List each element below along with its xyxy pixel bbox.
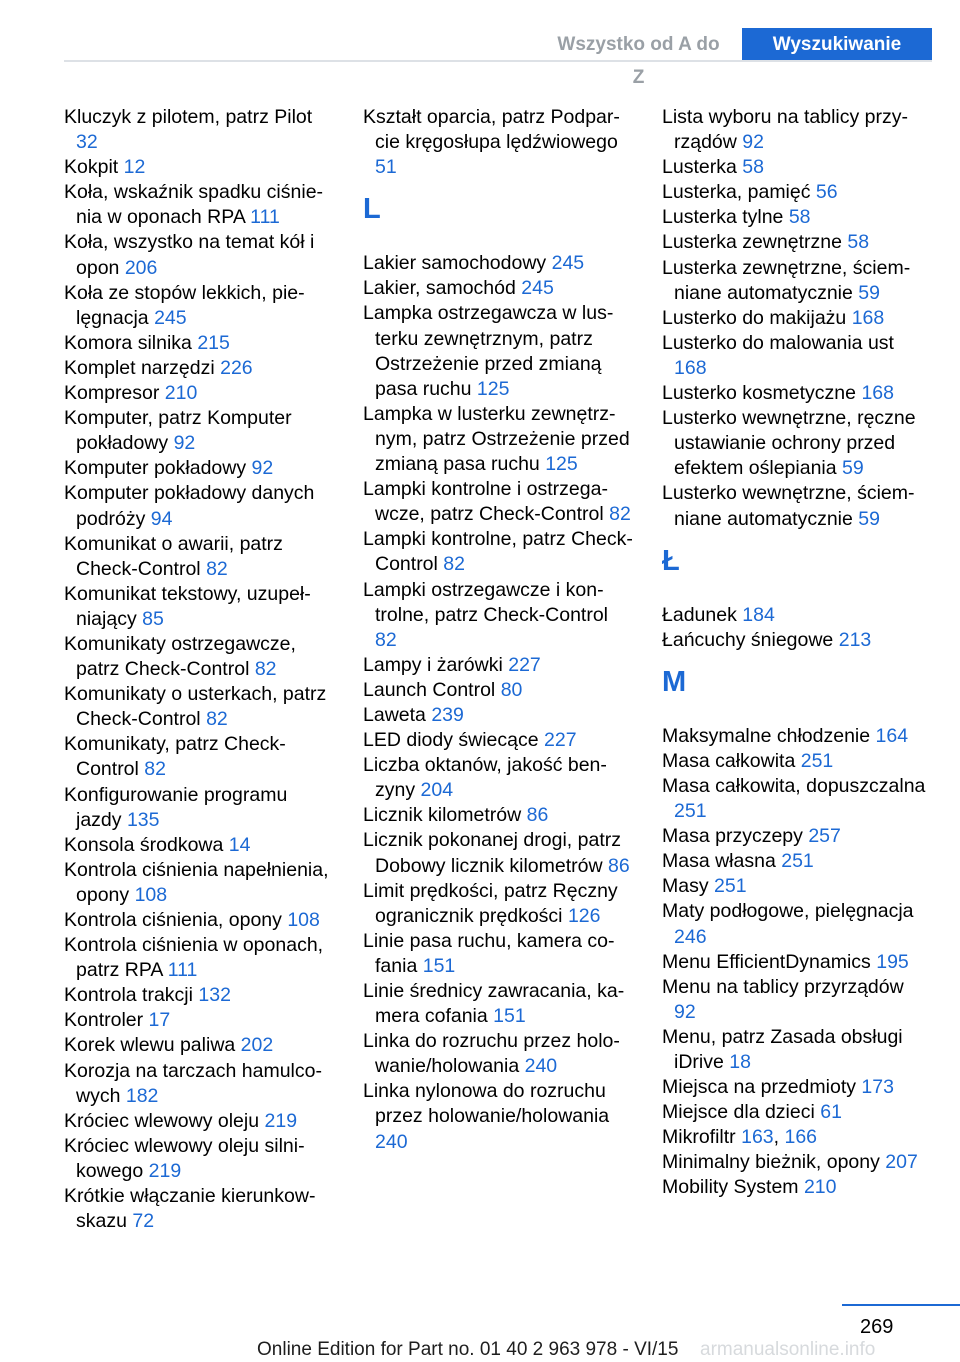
page-reference-link[interactable]: 195: [876, 950, 909, 973]
entry-term: Maksymalne chłodzenie: [662, 724, 871, 747]
entry-term: Kompresor: [64, 382, 160, 405]
index-letter-heading: L: [363, 193, 381, 226]
index-entry: [662, 1175, 930, 1200]
index-entry: [662, 256, 930, 306]
index-entry: [363, 728, 635, 753]
page-reference-link[interactable]: 164: [875, 724, 909, 747]
entry-term: Minimalny bieżnik, opony: [662, 1151, 880, 1174]
page-reference-link[interactable]: 135: [126, 808, 160, 831]
index-entry: [363, 1029, 635, 1079]
index-entry: [64, 1134, 336, 1184]
entry-term: Koła, wskaźnik spadku ciśnienia w oponach RPA: [64, 181, 324, 229]
page-number: 269: [860, 1316, 894, 1338]
entry-term: Masa własna: [662, 850, 776, 873]
index-column-1: [64, 105, 336, 1234]
index-entry: [662, 406, 930, 481]
entry-term: Komora silnika: [64, 331, 192, 354]
page-reference-link[interactable]: 240: [524, 1055, 558, 1078]
entry-term: Króciec wlewowy oleju silnikowego: [64, 1134, 305, 1182]
page-reference-link[interactable]: 219: [148, 1159, 182, 1182]
index-entry: [363, 929, 635, 979]
entry-term: Kontroler: [64, 1009, 144, 1032]
page-reference-link[interactable]: 215: [197, 331, 230, 354]
entry-term: Konfigurowanie programu jazdy: [64, 783, 288, 831]
index-entry: [662, 603, 930, 628]
index-entry: [64, 582, 336, 632]
page-reference-link[interactable]: 246: [674, 925, 707, 948]
page-reference-link[interactable]: 168: [851, 306, 885, 329]
index-entry: [363, 402, 635, 477]
index-entry: [64, 230, 336, 280]
page-reference-link[interactable]: 132: [198, 984, 231, 1007]
page-reference-link[interactable]: 227: [508, 653, 541, 676]
index-entry: [363, 477, 635, 527]
index-entry: [662, 950, 930, 975]
index-entry: [64, 632, 336, 682]
index-entry: [662, 824, 930, 849]
tab-a-to-z[interactable]: Wszystko od A do Z: [535, 28, 742, 61]
index-entry: [64, 682, 336, 732]
index-entry: [64, 155, 336, 180]
entry-term: Kluczyk z pilotem, patrz Pilot: [64, 106, 313, 128]
page-reference-link[interactable]: 17: [148, 1009, 171, 1032]
watermark: armanualsonline.info: [700, 1339, 876, 1360]
entry-term: Korek wlewu paliwa: [64, 1034, 236, 1057]
index-letter-heading: Ł: [662, 544, 680, 577]
entry-term: Kontrola ciśnienia w oponach, patrz RPA: [64, 934, 324, 982]
index-entry: [662, 975, 930, 1025]
entry-term: Laweta: [363, 703, 426, 726]
entry-term: Lusterko wewnętrzne, ręczne ustawianie ochrony przed efektem oślepiania: [662, 407, 916, 480]
page-reference-link[interactable]: 125: [476, 377, 510, 400]
index-entry: [662, 628, 930, 653]
index-entry: [662, 1025, 930, 1075]
entry-term: Limit prędkości, patrz Ręczny ogranicznik prędkości: [363, 879, 618, 927]
index-entry: [64, 406, 336, 456]
entry-term: Lusterka zewnętrzne: [662, 231, 842, 254]
entry-term: Masy: [662, 875, 709, 898]
index-entry: [363, 803, 635, 828]
page-reference-link[interactable]: 245: [154, 306, 187, 329]
page-reference-link[interactable]: 14: [228, 833, 251, 856]
entry-term: Konsola środkowa: [64, 833, 224, 856]
entry-term: Maty podłogowe, pielęgnacja: [662, 900, 914, 923]
page-reference-link[interactable]: 85: [142, 607, 164, 630]
index-entry: [64, 381, 336, 406]
page-reference-link[interactable]: 239: [431, 703, 464, 726]
entry-term: Licznik kilometrów: [363, 804, 522, 827]
header-divider: [64, 60, 932, 62]
page-reference-link[interactable]: 240: [375, 1130, 408, 1153]
index-entry: [363, 251, 635, 276]
index-column-3: [662, 105, 930, 1201]
page-reference-link[interactable]: 59: [858, 281, 880, 304]
index-entry: [64, 481, 336, 531]
page-reference-link[interactable]: 151: [422, 954, 456, 977]
page-reference-link[interactable]: 61: [820, 1101, 842, 1124]
page-reference-link[interactable]: 257: [808, 825, 841, 848]
index-entry: [64, 331, 336, 356]
index-entry: [662, 105, 930, 155]
index-entry: [363, 301, 635, 401]
index-entry: [64, 1184, 336, 1234]
entry-term: Lusterko do makijażu: [662, 306, 847, 329]
entry-term: Lampka w lusterku zewnętrznym, patrz Ostrzeżenie przed zmianą pasa ruchu: [363, 402, 630, 476]
page-reference-link[interactable]: 182: [125, 1084, 159, 1107]
index-entry: [363, 105, 635, 180]
page-reference-link[interactable]: 92: [674, 1000, 696, 1023]
index-entry: [662, 180, 930, 205]
page-reference-link[interactable]: 125: [545, 453, 578, 476]
entry-term: Komunikaty ostrzegawcze, patrz Check-Control: [64, 632, 296, 681]
entry-term: Masa przyczepy: [662, 825, 803, 848]
entry-term: Masa całkowita: [662, 749, 796, 772]
entry-term: Linka nylonowa do rozruchu przez holowanie/holowania: [363, 1080, 610, 1128]
index-entry: [64, 1033, 336, 1058]
entry-term: Komunikat tekstowy, uzupełniający: [64, 582, 311, 630]
page-reference-link[interactable]: 92: [251, 457, 274, 480]
entry-term: Lusterko kosmetyczne: [662, 382, 857, 405]
entry-term: Komputer, patrz Komputer pokładowy: [64, 407, 292, 455]
entry-term: Menu, patrz Zasada obsługi iDrive: [662, 1025, 903, 1073]
index-entry: [662, 749, 930, 774]
page-reference-link[interactable]: 82: [254, 658, 277, 681]
page-reference-link[interactable]: 72: [132, 1210, 155, 1233]
entry-term: Lusterka, pamięć: [662, 181, 811, 204]
entry-term: Lista wyboru na tablicy przyrządów: [662, 106, 909, 154]
page-reference-link[interactable]: 251: [714, 875, 747, 898]
tab-search[interactable]: Wyszukiwanie: [742, 28, 932, 61]
page-reference-link[interactable]: 173: [861, 1076, 894, 1099]
entry-term: Miejsca na przedmioty: [662, 1076, 856, 1099]
index-entry: [363, 578, 635, 653]
page-reference-link[interactable]: 226: [220, 356, 253, 379]
page-reference-link[interactable]: 108: [287, 909, 320, 931]
index-entry: [662, 899, 930, 949]
index-entry: [64, 1008, 336, 1033]
page-reference-link[interactable]: 51: [375, 156, 397, 179]
entry-term: Linka do rozruchu przez holowanie/holowania: [363, 1030, 620, 1078]
page-reference-link[interactable]: 251: [674, 800, 707, 823]
index-entry: [662, 1100, 930, 1125]
entry-term: Mobility System: [662, 1176, 799, 1199]
index-entry: [64, 281, 336, 331]
index-entry: [662, 874, 930, 899]
page-reference-link[interactable]: 56: [815, 181, 838, 204]
page-reference-link[interactable]: 12: [123, 156, 146, 179]
page-reference-link[interactable]: 168: [861, 382, 894, 405]
entry-term: Menu EfficientDynamics: [662, 950, 871, 973]
page-reference-link[interactable]: 151: [493, 1005, 526, 1028]
entry-term: Lampka ostrzegawcza w lusterku zewnętrznym, patrz Ostrzeżenie przed zmianą pasa ruchu: [363, 302, 614, 400]
header-tabs: [535, 28, 932, 88]
entry-term: Miejsce dla dzieci: [662, 1101, 815, 1124]
page-reference-link[interactable]: 82: [443, 553, 465, 576]
index-entry: [662, 1075, 930, 1100]
entry-term: Lampy i żarówki: [363, 653, 503, 676]
page-reference-link[interactable]: 86: [526, 804, 549, 827]
entry-term: Ładunek: [662, 603, 737, 626]
index-entry: [64, 983, 336, 1008]
page-reference-link[interactable]: 82: [609, 503, 631, 526]
entry-term: LED diody świecące: [363, 729, 539, 752]
page-reference-link[interactable]: 163: [741, 1126, 774, 1149]
page-reference-link[interactable]: 202: [240, 1034, 274, 1057]
index-entry: [662, 774, 930, 824]
page-reference-link[interactable]: 204: [420, 779, 454, 802]
entry-term: Koła ze stopów lekkich, pielęgnacja: [64, 281, 305, 329]
index-entry: [64, 908, 336, 933]
index-entry: [64, 1059, 336, 1109]
entry-term: Komunikaty, patrz Check-Control: [64, 733, 286, 781]
index-entry: [363, 276, 635, 301]
entry-term: Korozja na tarczach hamulcowych: [64, 1059, 322, 1107]
entry-term: Mikrofiltr: [662, 1126, 736, 1149]
page-reference-link[interactable]: 92: [173, 432, 196, 455]
page-reference-link[interactable]: 206: [124, 256, 158, 279]
entry-term: Lusterka zewnętrzne, ściemniane automatycznie: [662, 256, 911, 304]
entry-term: Komplet narzędzi: [64, 356, 215, 379]
entry-term: Kształt oparcia, patrz Podparcie kręgosłupa lędźwiowego: [363, 106, 620, 154]
index-entry: [662, 230, 930, 255]
entry-term: Menu na tablicy przyrządów: [662, 975, 904, 998]
page-reference-link[interactable]: 82: [206, 557, 228, 580]
index-entry: [363, 979, 635, 1029]
page-reference-link[interactable]: 245: [551, 252, 585, 275]
entry-term: Kokpit: [64, 156, 119, 179]
page-reference-link[interactable]: 86: [608, 854, 630, 877]
page-reference-link[interactable]: 108: [134, 883, 168, 906]
index-entry: [64, 732, 336, 782]
index-entry: [363, 828, 635, 878]
page-reference-link[interactable]: 210: [164, 382, 198, 405]
edition-note: Online Edition for Part no. 01 40 2 963 978 - VI/15: [257, 1339, 679, 1360]
page-reference-link[interactable]: 18: [729, 1051, 751, 1073]
entry-term: Lampki kontrolne, patrz Check-Control: [363, 528, 633, 576]
entry-term: Krótkie włączanie kierunkowskazu: [64, 1185, 316, 1233]
entry-term: Komunikat o awarii, patrz Check-Control: [64, 532, 283, 580]
page-reference-link[interactable]: 59: [842, 457, 864, 480]
index-entry: [64, 356, 336, 381]
entry-term: Komputer pokładowy danych podróży: [64, 482, 315, 530]
page-reference-link[interactable]: 82: [375, 628, 397, 651]
page-reference-link[interactable]: 92: [742, 131, 764, 154]
entry-term: Koła, wszystko na temat kół i opon: [64, 231, 315, 279]
index-entry: [64, 858, 336, 908]
index-entry: [64, 456, 336, 481]
entry-term: Lakier samochodowy: [363, 252, 547, 275]
index-entry: [363, 653, 635, 678]
footer-accent-rule: [842, 1304, 960, 1306]
entry-term: Lusterko do malowania ust: [662, 331, 894, 354]
entry-term: Kontrola trakcji: [64, 984, 193, 1007]
entry-term: Lampki kontrolne i ostrzegawcze, patrz Check-Control: [363, 478, 608, 526]
page-reference-link[interactable]: 58: [742, 156, 764, 179]
index-entry: [363, 527, 635, 577]
index-entry: [662, 1150, 930, 1175]
page-reference-link[interactable]: 166: [784, 1126, 818, 1149]
index-column-2: [363, 105, 635, 1155]
page-reference-link[interactable]: 32: [76, 131, 98, 154]
entry-term: Króciec wlewowy oleju: [64, 1109, 260, 1132]
index-entry: [662, 481, 930, 531]
page-reference-link[interactable]: 82: [144, 758, 166, 781]
entry-term: Licznik pokonanej drogi, patrz Dobowy licznik kilometrów: [363, 829, 621, 877]
page-reference-link[interactable]: 184: [742, 603, 775, 626]
index-entry: [363, 879, 635, 929]
page-reference-link[interactable]: 58: [788, 206, 811, 229]
page-reference-link[interactable]: 126: [567, 904, 601, 927]
page-reference-link[interactable]: 207: [885, 1151, 918, 1174]
entry-term: Lusterka: [662, 156, 737, 179]
entry-term: Launch Control: [363, 678, 496, 701]
index-entry: [662, 381, 930, 406]
entry-term: Lusterko wewnętrzne, ściemniane automatycznie: [662, 482, 915, 530]
index-entry: [64, 532, 336, 582]
entry-term: Linie pasa ruchu, kamera cofania: [363, 929, 615, 977]
page-reference-link[interactable]: 80: [500, 678, 523, 701]
page-reference-link[interactable]: 213: [838, 628, 872, 651]
entry-term: Lakier, samochód: [363, 277, 516, 300]
index-entry: [662, 849, 930, 874]
index-entry: [662, 155, 930, 180]
page-reference-link[interactable]: 219: [264, 1109, 298, 1132]
page-reference-link[interactable]: 94: [150, 507, 173, 530]
index-entry: [363, 1079, 635, 1154]
index-entry: [363, 703, 635, 728]
entry-term: Kontrola ciśnienia napełnienia, opony: [64, 858, 329, 906]
entry-term: Linie średnicy zawracania, kamera cofania: [363, 980, 625, 1028]
entry-term: Lusterka tylne: [662, 206, 784, 229]
index-entry: [64, 933, 336, 983]
index-entry: [64, 1109, 336, 1134]
index-entry: [363, 678, 635, 703]
page-reference-link[interactable]: 58: [847, 231, 870, 254]
page-reference-link[interactable]: 251: [781, 850, 814, 873]
index-entry: [363, 753, 635, 803]
entry-term: Komunikaty o usterkach, patrz Check-Control: [64, 683, 327, 731]
index-entry: [662, 205, 930, 230]
page-reference-link[interactable]: 82: [206, 708, 228, 731]
page-reference-link[interactable]: 245: [521, 277, 554, 300]
page-reference-link[interactable]: 251: [800, 749, 834, 772]
index-entry: [662, 306, 930, 331]
index-entry: [64, 180, 336, 230]
entry-term: Liczba oktanów, jakość benzyny: [363, 754, 607, 802]
index-entry: [662, 724, 930, 749]
index-entry: [662, 331, 930, 381]
page-reference-link[interactable]: 168: [674, 356, 707, 379]
entry-term: Kontrola ciśnienia, opony: [64, 909, 282, 931]
page-reference-link[interactable]: 210: [803, 1176, 837, 1199]
index-letter-heading: M: [662, 665, 687, 698]
index-entry: [64, 783, 336, 833]
page-reference-link[interactable]: 111: [167, 959, 198, 982]
index-entry: Mikrofiltr 163, 166: [662, 1126, 818, 1149]
page-reference-link[interactable]: 59: [858, 507, 880, 530]
page-reference-link[interactable]: 111: [250, 206, 280, 229]
entry-term: Masa całkowita, dopuszczalna: [662, 774, 926, 797]
entry-term: Komputer pokładowy: [64, 457, 247, 480]
entry-term: Łańcuchy śniegowe: [662, 628, 834, 651]
index-entry: [64, 833, 336, 858]
index-entry: [64, 105, 336, 155]
entry-term: Lampki ostrzegawcze i kontrolne, patrz Check-Control: [363, 578, 609, 626]
page-reference-link[interactable]: 227: [544, 729, 577, 752]
